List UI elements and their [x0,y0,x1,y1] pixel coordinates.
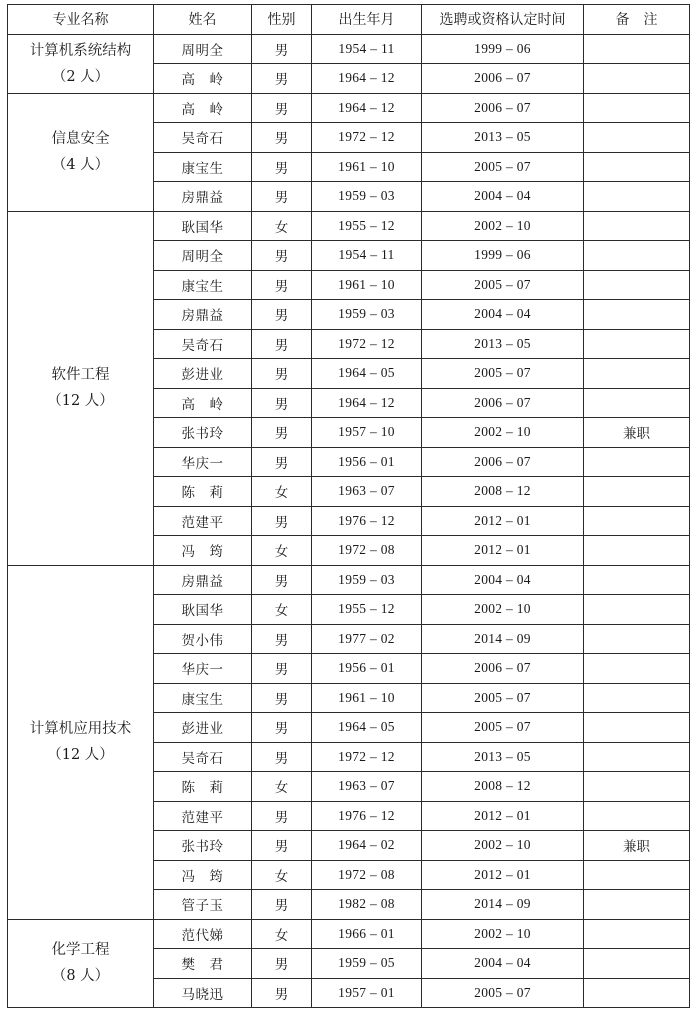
header-row [8,5,690,35]
teacher-name-cell: 彭进业 [154,713,252,743]
gender-cell: 男 [252,683,312,713]
remarks-cell: 兼职 [584,418,690,448]
major-name: 计算机应用技术 [29,721,132,737]
birth-date-cell: 1964 – 12 [312,93,422,123]
gender-cell: 男 [252,300,312,330]
table-row [8,919,690,949]
teacher-name-cell: 华庆一 [154,654,252,684]
teacher-name-cell: 吴奇石 [154,329,252,359]
teacher-name-cell: 高 岭 [154,64,252,94]
remarks-cell [584,123,690,153]
remarks-cell [584,477,690,507]
table-row [8,93,690,123]
remarks-cell [584,388,690,418]
table-row [8,34,690,64]
gender-cell: 男 [252,506,312,536]
remarks-cell [584,34,690,64]
gender-cell: 男 [252,831,312,861]
birth-date-cell: 1957 – 01 [312,978,422,1008]
gender-cell: 男 [252,241,312,271]
birth-date-cell: 1972 – 08 [312,536,422,566]
teacher-name-cell: 康宝生 [154,270,252,300]
teacher-name-cell: 樊 君 [154,949,252,979]
birth-date-cell: 1956 – 01 [312,654,422,684]
gender-cell: 男 [252,64,312,94]
teacher-name-cell: 范代娣 [154,919,252,949]
teacher-name-cell: 华庆一 [154,447,252,477]
appointment-date-cell: 2005 – 07 [422,152,584,182]
remarks-cell [584,624,690,654]
remarks-cell [584,506,690,536]
birth-date-cell: 1964 – 12 [312,64,422,94]
birth-date-cell: 1982 – 08 [312,890,422,920]
teacher-name-cell: 高 岭 [154,93,252,123]
teacher-name-cell: 陈 莉 [154,772,252,802]
gender-cell: 女 [252,211,312,241]
appointment-date-cell: 2004 – 04 [422,565,584,595]
header-appointment-date: 选聘或资格认定时间 [422,5,584,35]
major-count: （4 人） [51,157,110,173]
remarks-cell [584,300,690,330]
appointment-date-cell: 2008 – 12 [422,477,584,507]
table-body [8,34,690,1008]
remarks-cell [584,713,690,743]
birth-date-cell: 1959 – 03 [312,182,422,212]
teacher-name-cell: 高 岭 [154,388,252,418]
remarks-cell [584,919,690,949]
teacher-name-cell: 吴奇石 [154,742,252,772]
remarks-cell: 兼职 [584,831,690,861]
appointment-date-cell: 2006 – 07 [422,93,584,123]
gender-cell: 男 [252,152,312,182]
appointment-date-cell: 2004 – 04 [422,182,584,212]
teacher-name-cell: 张书玲 [154,418,252,448]
appointment-date-cell: 2004 – 04 [422,300,584,330]
appointment-date-cell: 2008 – 12 [422,772,584,802]
remarks-cell [584,329,690,359]
major-count: （12 人） [47,747,114,763]
teacher-name-cell: 冯 筠 [154,536,252,566]
birth-date-cell: 1955 – 12 [312,595,422,625]
gender-cell: 女 [252,860,312,890]
birth-date-cell: 1977 – 02 [312,624,422,654]
appointment-date-cell: 2005 – 07 [422,683,584,713]
appointment-date-cell: 2002 – 10 [422,831,584,861]
gender-cell: 男 [252,182,312,212]
gender-cell: 男 [252,388,312,418]
major-name: 化学工程 [51,942,110,959]
birth-date-cell: 1959 – 03 [312,300,422,330]
birth-date-cell: 1957 – 10 [312,418,422,448]
appointment-date-cell: 2005 – 07 [422,359,584,389]
remarks-cell [584,182,690,212]
remarks-cell [584,152,690,182]
appointment-date-cell: 1999 – 06 [422,34,584,64]
teacher-name-cell: 冯 筠 [154,860,252,890]
teacher-name-cell: 张书玲 [154,831,252,861]
teacher-name-cell: 房鼎益 [154,300,252,330]
major-name: 计算机系统结构 [29,42,132,59]
major-cell [8,93,154,211]
appointment-date-cell: 2002 – 10 [422,595,584,625]
appointment-date-cell: 2004 – 04 [422,949,584,979]
header-remarks: 备 注 [584,5,690,35]
remarks-cell [584,683,690,713]
birth-date-cell: 1976 – 12 [312,506,422,536]
teacher-name-cell: 吴奇石 [154,123,252,153]
gender-cell: 女 [252,919,312,949]
teacher-name-cell: 贺小伟 [154,624,252,654]
gender-cell: 男 [252,34,312,64]
major-count: （2 人） [51,68,110,85]
appointment-date-cell: 2002 – 10 [422,211,584,241]
birth-date-cell: 1963 – 07 [312,477,422,507]
birth-date-cell: 1963 – 07 [312,772,422,802]
remarks-cell [584,536,690,566]
birth-date-cell: 1961 – 10 [312,270,422,300]
remarks-cell [584,978,690,1008]
birth-date-cell: 1956 – 01 [312,447,422,477]
teacher-name-cell: 周明全 [154,34,252,64]
major-cell [8,919,154,1008]
birth-date-cell: 1964 – 02 [312,831,422,861]
appointment-date-cell: 2006 – 07 [422,64,584,94]
gender-cell: 男 [252,329,312,359]
gender-cell: 男 [252,949,312,979]
gender-cell: 男 [252,713,312,743]
appointment-date-cell: 2012 – 01 [422,506,584,536]
birth-date-cell: 1972 – 12 [312,329,422,359]
teacher-name-cell: 房鼎益 [154,565,252,595]
table-row [8,565,690,595]
teacher-name-cell: 马晓迅 [154,978,252,1008]
remarks-cell [584,742,690,772]
remarks-cell [584,890,690,920]
teacher-name-cell: 管子玉 [154,890,252,920]
gender-cell: 男 [252,890,312,920]
remarks-cell [584,447,690,477]
teacher-name-cell: 耿国华 [154,595,252,625]
appointment-date-cell: 2013 – 05 [422,123,584,153]
birth-date-cell: 1954 – 11 [312,241,422,271]
header-birth-date: 出生年月 [312,5,422,35]
gender-cell: 女 [252,477,312,507]
teacher-name-cell: 康宝生 [154,683,252,713]
gender-cell: 女 [252,595,312,625]
remarks-cell [584,772,690,802]
major-cell [8,34,154,93]
birth-date-cell: 1954 – 11 [312,34,422,64]
major-count: （8 人） [51,968,110,985]
remarks-cell [584,949,690,979]
appointment-date-cell: 2005 – 07 [422,713,584,743]
birth-date-cell: 1961 – 10 [312,152,422,182]
faculty-table [7,4,690,1008]
birth-date-cell: 1961 – 10 [312,683,422,713]
birth-date-cell: 1976 – 12 [312,801,422,831]
appointment-date-cell: 2014 – 09 [422,890,584,920]
major-cell [8,565,154,919]
birth-date-cell: 1959 – 03 [312,565,422,595]
appointment-date-cell: 2005 – 07 [422,270,584,300]
appointment-date-cell: 2014 – 09 [422,624,584,654]
remarks-cell [584,64,690,94]
table-row [8,211,690,241]
birth-date-cell: 1955 – 12 [312,211,422,241]
teacher-name-cell: 房鼎益 [154,182,252,212]
birth-date-cell: 1966 – 01 [312,919,422,949]
appointment-date-cell: 2013 – 05 [422,742,584,772]
appointment-date-cell: 2002 – 10 [422,919,584,949]
header-major: 专业名称 [8,5,154,35]
remarks-cell [584,241,690,271]
birth-date-cell: 1972 – 12 [312,742,422,772]
teacher-name-cell: 康宝生 [154,152,252,182]
gender-cell: 男 [252,654,312,684]
appointment-date-cell: 2012 – 01 [422,536,584,566]
appointment-date-cell: 2002 – 10 [422,418,584,448]
teacher-name-cell: 陈 莉 [154,477,252,507]
header-name: 姓名 [154,5,252,35]
appointment-date-cell: 2012 – 01 [422,860,584,890]
remarks-cell [584,654,690,684]
major-name: 软件工程 [51,367,110,383]
gender-cell: 男 [252,123,312,153]
gender-cell: 男 [252,93,312,123]
major-count: （12 人） [47,393,114,409]
teacher-name-cell: 范建平 [154,506,252,536]
birth-date-cell: 1964 – 05 [312,359,422,389]
birth-date-cell: 1959 – 05 [312,949,422,979]
birth-date-cell: 1964 – 12 [312,388,422,418]
gender-cell: 女 [252,536,312,566]
appointment-date-cell: 2005 – 07 [422,978,584,1008]
gender-cell: 男 [252,624,312,654]
remarks-cell [584,801,690,831]
appointment-date-cell: 2013 – 05 [422,329,584,359]
gender-cell: 男 [252,978,312,1008]
gender-cell: 男 [252,359,312,389]
remarks-cell [584,211,690,241]
remarks-cell [584,93,690,123]
remarks-cell [584,860,690,890]
appointment-date-cell: 2006 – 07 [422,654,584,684]
teacher-name-cell: 范建平 [154,801,252,831]
appointment-date-cell: 2006 – 07 [422,447,584,477]
gender-cell: 男 [252,801,312,831]
teacher-name-cell: 彭进业 [154,359,252,389]
appointment-date-cell: 1999 – 06 [422,241,584,271]
gender-cell: 男 [252,742,312,772]
header-gender: 性别 [252,5,312,35]
remarks-cell [584,359,690,389]
gender-cell: 男 [252,447,312,477]
gender-cell: 男 [252,565,312,595]
appointment-date-cell: 2012 – 01 [422,801,584,831]
gender-cell: 男 [252,270,312,300]
remarks-cell [584,595,690,625]
teacher-name-cell: 周明全 [154,241,252,271]
birth-date-cell: 1964 – 05 [312,713,422,743]
birth-date-cell: 1972 – 12 [312,123,422,153]
gender-cell: 女 [252,772,312,802]
teacher-name-cell: 耿国华 [154,211,252,241]
birth-date-cell: 1972 – 08 [312,860,422,890]
appointment-date-cell: 2006 – 07 [422,388,584,418]
major-cell [8,211,154,565]
gender-cell: 男 [252,418,312,448]
remarks-cell [584,270,690,300]
major-name: 信息安全 [51,131,110,147]
remarks-cell [584,565,690,595]
